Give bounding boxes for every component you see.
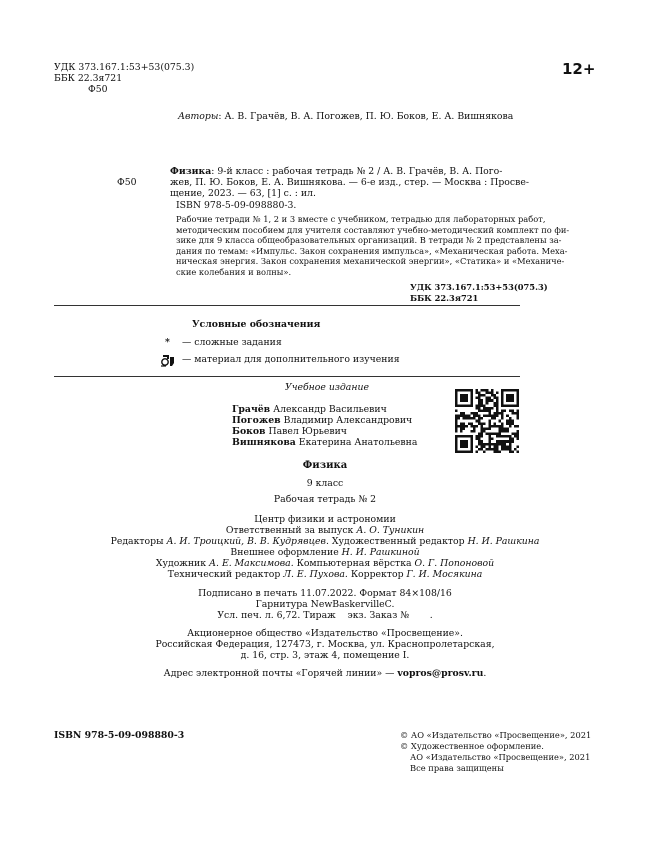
email-line: Адрес электронной почты «Горячей линии» — vopros@prosv.ru. <box>163 668 487 679</box>
responsible-line: Ответственный за выпуск А. О. Туникин <box>225 525 425 536</box>
author-line: Боков Павел Юрьевич <box>232 426 347 437</box>
annotation-line: методическим пособием для учителя составляют учебно-методический комплект по фи- <box>176 224 570 235</box>
book-grade: 9 класс <box>306 478 344 489</box>
publisher-line: Российская Федерация, 127473, г. Москва, ул. Краснопролетарская, <box>155 639 495 650</box>
center-line: Центр физики и астрономии <box>254 514 396 525</box>
biblio-line1-rest: : 9-й класс : рабочая тетрадь № 2 / А. В. Грачёв, В. А. Пого- <box>211 166 503 177</box>
biblio-code: Ф50 <box>117 177 137 188</box>
legend-star-text: — сложные задания <box>182 337 282 348</box>
publisher-line: д. 16, стр. 3, этаж 4, помещение I. <box>240 650 410 661</box>
book-subtitle: Рабочая тетрадь № 2 <box>273 494 377 505</box>
annotation-line: Рабочие тетради № 1, 2 и 3 вместе с учебником, тетрадью для лабораторных работ, <box>176 214 546 224</box>
author-line: Погожев Владимир Александрович <box>232 415 413 426</box>
annotation-line: ские колебания и волны». <box>176 266 292 277</box>
print-line: Подписано в печать 11.07.2022. Формат 84×108/16 <box>198 588 452 599</box>
authors-text: : А. В. Грачёв, В. А. Погожев, П. Ю. Боков, Е. А. Вишнякова <box>218 111 514 122</box>
header-bbk: ББК 22.3я721 <box>54 73 123 84</box>
biblio-bbk: ББК 22.3я721 <box>410 293 479 303</box>
divider <box>54 376 520 377</box>
biblio-line1 <box>170 166 502 178</box>
design-line: Внешнее оформление Н. И. Рашкиной <box>230 547 420 558</box>
biblio-udk: УДК 373.167.1:53+53(075.3) <box>410 282 548 292</box>
copyright-line: © Художественное оформление. <box>400 741 544 751</box>
biblio-line3: щение, 2023. — 63, [1] с. : ил. <box>170 188 316 199</box>
divider <box>54 305 520 306</box>
publisher-line: Акционерное общество «Издательство «Просвещение». <box>187 628 463 639</box>
authors-line <box>178 111 513 123</box>
email-link[interactable]: vopros@prosv.ru <box>397 668 484 679</box>
print-line: Усл. печ. л. 6,72. Тираж экз. Заказ № . <box>217 610 433 621</box>
biblio-isbn: ISBN 978-5-09-098880-3. <box>176 200 297 211</box>
biblio-line2: жев, П. Ю. Боков, Е. А. Вишнякова. — 6-е изд., стер. — Москва : Просве- <box>170 177 529 188</box>
annotation-line: зике для 9 класса общеобразовательных организаций. В тетради № 2 представлены за- <box>176 235 562 245</box>
star-icon: * <box>165 337 170 348</box>
age-rating: 12+ <box>562 60 596 78</box>
qr-code <box>455 389 519 453</box>
additional-material-icon <box>160 352 176 365</box>
book-title: Физика <box>302 460 348 471</box>
legend-title: Условные обозначения <box>192 319 321 330</box>
footer-isbn: ISBN 978-5-09-098880-3 <box>54 730 185 741</box>
authors-label: Авторы <box>178 111 219 122</box>
header-udk: УДК 373.167.1:53+53(075.3) <box>54 62 195 73</box>
annotation-line: дания по темам: «Импульс. Закон сохранения импульса», «Механическая работа. Меха- <box>176 245 568 256</box>
editors-line: Редакторы А. И. Троицкий, В. В. Кудрявцев. Художественный редактор Н. И. Рашкина <box>110 536 540 547</box>
annotation-line: ническая энергия. Закон сохранения механической энергии», «Статика» и «Механиче- <box>176 256 565 266</box>
legend-extra-text: — материал для дополнительного изучения <box>182 354 400 365</box>
author-line: Вишнякова Екатерина Анатольевна <box>232 437 418 448</box>
header-code: Ф50 <box>88 84 108 95</box>
edition-type: Учебное издание <box>285 382 369 393</box>
print-line: Гарнитура NewBaskervilleC. <box>255 599 395 610</box>
author-line: Грачёв Александр Васильевич <box>232 404 387 415</box>
copyright-line: АО «Издательство «Просвещение», 2021 <box>410 752 591 762</box>
copyright-line: Все права защищены <box>410 763 504 773</box>
artist-line: Художник А. Е. Максимова. Компьютерная вёрстка О. Г. Попоновой <box>155 558 495 569</box>
biblio-title: Физика <box>170 166 212 177</box>
copyright-line: © АО «Издательство «Просвещение», 2021 <box>400 730 592 740</box>
tech-line: Технический редактор Л. Е. Пухова. Корректор Г. И. Мосякина <box>167 569 483 580</box>
